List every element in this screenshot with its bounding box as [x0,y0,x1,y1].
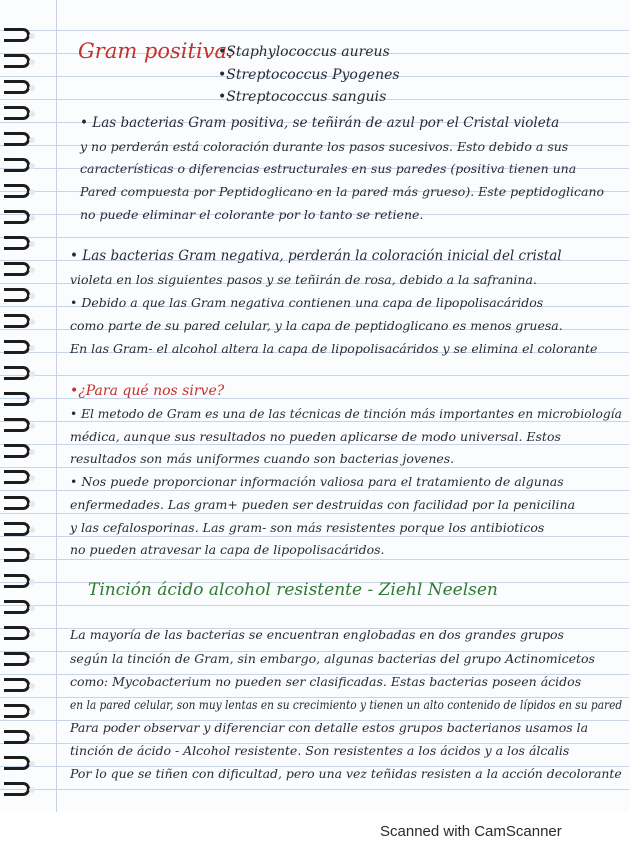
text-line: • Las bacterias Gram negativa, perderán la coloración inicial del cristal [70,248,562,264]
spiral-ring [4,782,30,796]
text-line: tinción de ácido - Alcohol resistente. Son resistentes a los ácidos y a los álcalis [70,743,570,758]
spiral-ring [4,236,30,250]
text-line: no pueden atravesar la capa de lipopolisacáridos. [70,542,385,557]
spiral-ring [4,158,30,172]
spiral-ring [4,262,30,276]
spiral-ring [4,522,30,536]
spiral-ring [4,704,30,718]
text-line: La mayoría de las bacterias se encuentran englobadas en dos grandes grupos [70,627,564,642]
text-line: como: Mycobacterium no pueden ser clasificadas. Estas bacterias poseen ácidos [70,674,582,689]
text-line: violeta en los siguientes pasos y se teñirán de rosa, debido a la safranina. [70,272,537,287]
spiral-ring [4,288,30,302]
text-line: y las cefalosporinas. Las gram- son más resistentes porque los antibioticos [70,520,545,535]
spiral-ring [4,470,30,484]
text-line: • Debido a que las Gram negativa contienen una capa de lipopolisacáridos [70,295,544,310]
section-heading: Tinción ácido alcohol resistente - Ziehl Neelsen [88,580,498,600]
spiral-ring [4,496,30,510]
text-line: no puede eliminar el colorante por lo tanto se retiene. [80,207,424,222]
spiral-ring [4,314,30,328]
spiral-ring [4,730,30,744]
text-line: Pared compuesta por Peptidoglicano en la pared más grueso). Este peptidoglicano [80,184,605,199]
text-line: médica, aunque sus resultados no pueden aplicarse de modo universal. Estos [70,429,561,444]
spiral-ring [4,444,30,458]
spiral-ring [4,418,30,432]
spiral-ring [4,184,30,198]
text-line: • Las bacterias Gram positiva, se teñirán de azul por el Cristal violeta [80,115,560,131]
text-line: en la pared celular, son muy lentas en su crecimiento y tienen un alto contenido de lípidos en su pared [70,697,623,712]
spiral-binding [0,0,40,812]
text-line: y no perderán está coloración durante los pasos sucesivos. Esto debido a sus [80,139,569,154]
spiral-ring [4,652,30,666]
text-line: En las Gram- el alcohol altera la capa de lipopolisacáridos y se elimina el colorante [70,341,598,356]
text-line: Para poder observar y diferenciar con detalle estos grupos bacterianos usamos la [70,720,589,735]
spiral-ring [4,548,30,562]
spiral-ring [4,132,30,146]
spiral-ring [4,756,30,770]
spiral-ring [4,106,30,120]
text-line: Por lo que se tiñen con dificultad, pero una vez teñidas resisten a la acción decolorante [70,766,622,781]
spiral-ring [4,210,30,224]
scanner-watermark: Scanned with CamScanner [380,823,562,840]
text-line: enfermedades. Las gram+ pueden ser destruidas con facilidad por la penicilina [70,497,576,512]
spiral-ring [4,80,30,94]
spiral-ring [4,366,30,380]
text-line: resultados son más uniformes cuando son bacterias jovenes. [70,451,455,466]
margin-line [56,0,57,812]
text-line: • Nos puede proporcionar información valiosa para el tratamiento de algunas [70,474,564,489]
spiral-ring [4,678,30,692]
spiral-ring [4,574,30,588]
species-item: •Staphylococcus aureus [218,44,390,60]
species-item: •Streptococcus sanguis [218,89,387,105]
spiral-ring [4,600,30,614]
text-line: características o diferencias estructurales en sus paredes (positiva tienen una [80,161,577,176]
text-line: como parte de su pared celular, y la capa de peptidoglicano es menos gruesa. [70,318,563,333]
text-line: según la tinción de Gram, sin embargo, algunas bacterias del grupo Actinomicetos [70,651,595,666]
spiral-ring [4,28,30,42]
spiral-ring [4,392,30,406]
text-line: • El metodo de Gram es una de las técnicas de tinción más importantes en microbiología [70,406,622,421]
spiral-ring [4,626,30,640]
species-item: •Streptococcus Pyogenes [218,67,400,83]
spiral-ring [4,54,30,68]
section-heading: •¿Para qué nos sirve? [70,383,225,399]
spiral-ring [4,340,30,354]
page-title: Gram positiva: [78,39,235,63]
